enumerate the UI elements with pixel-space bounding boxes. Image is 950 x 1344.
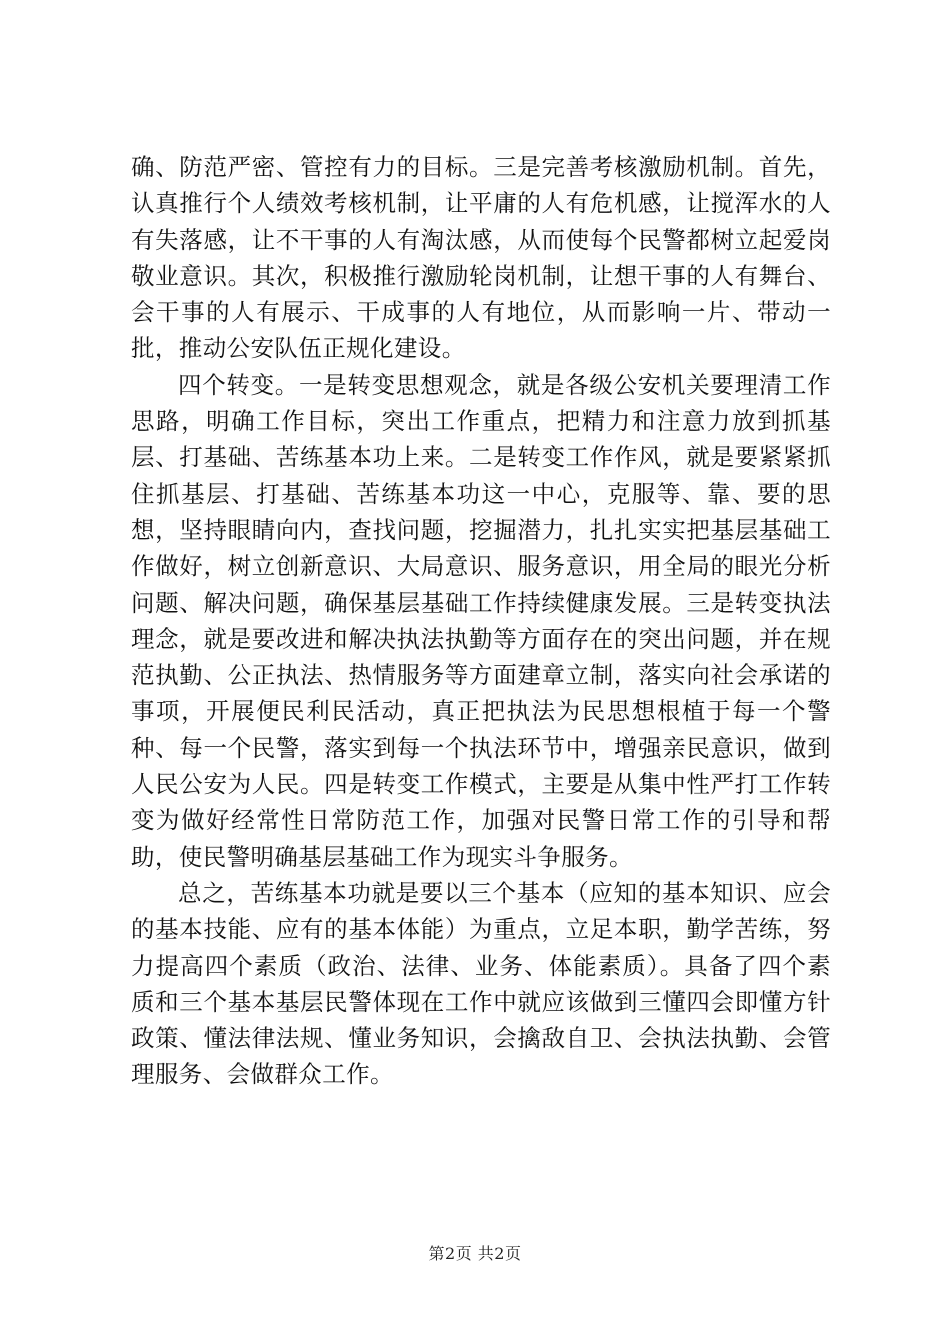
paragraph-3: 总之，苦练基本功就是要以三个基本（应知的基本知识、应会的基本技能、应有的基本体能）为重点，立足本职，勤学苦练，努力提高四个素质（政治、法律、业务、体能素质）。具备了四个素质和三个基本基层民警体现在工作中就应该做到三懂四会即懂方针政策、懂法律法规、懂业务知识，会擒敌自卫、会执法执勤、会管理服务、会做群众工作。: [131, 878, 831, 1089]
document-body: [131, 149, 831, 1093]
paragraph-1: 确、防范严密、管控有力的目标。三是完善考核激励机制。首先，认真推行个人绩效考核机制，让平庸的人有危机感，让搅浑水的人有失落感，让不干事的人有淘汰感，从而使每个民警都树立起爱岗敬业意识。其次，积极推行激励轮岗机制，让想干事的人有舞台、会干事的人有展示、干成事的人有地位，从而影响一片、带动一批，推动公安队伍正规化建设。: [131, 153, 831, 363]
paragraph-2: 四个转变。一是转变思想观念，就是各级公安机关要理清工作思路，明确工作目标，突出工作重点，把精力和注意力放到抓基层、打基础、苦练基本功上来。二是转变工作作风，就是要紧紧抓住抓基层、打基础、苦练基本功这一中心，克服等、靠、要的思想，坚持眼睛向内，查找问题，挖掘潜力，扎扎实实把基层基础工作做好，树立创新意识、大局意识、服务意识，用全局的眼光分析问题、解决问题，确保基层基础工作持续健康发展。三是转变执法理念，就是要改进和解决执法执勤等方面存在的突出问题，并在规范执勤、公正执法、热情服务等方面建章立制，落实向社会承诺的事项，开展便民利民活动，真正把执法为民思想根植于每一个警种、每一个民警，落实到每一个执法环节中，增强亲民意识，做到人民公安为人民。四是转变工作模式，主要是从集中性严打工作转变为做好经常性日常防范工作，加强对民警日常工作的引导和帮助，使民警明确基层基础工作为现实斗争服务。: [131, 370, 831, 871]
page-footer: 第2页 共2页: [428, 1244, 522, 1263]
